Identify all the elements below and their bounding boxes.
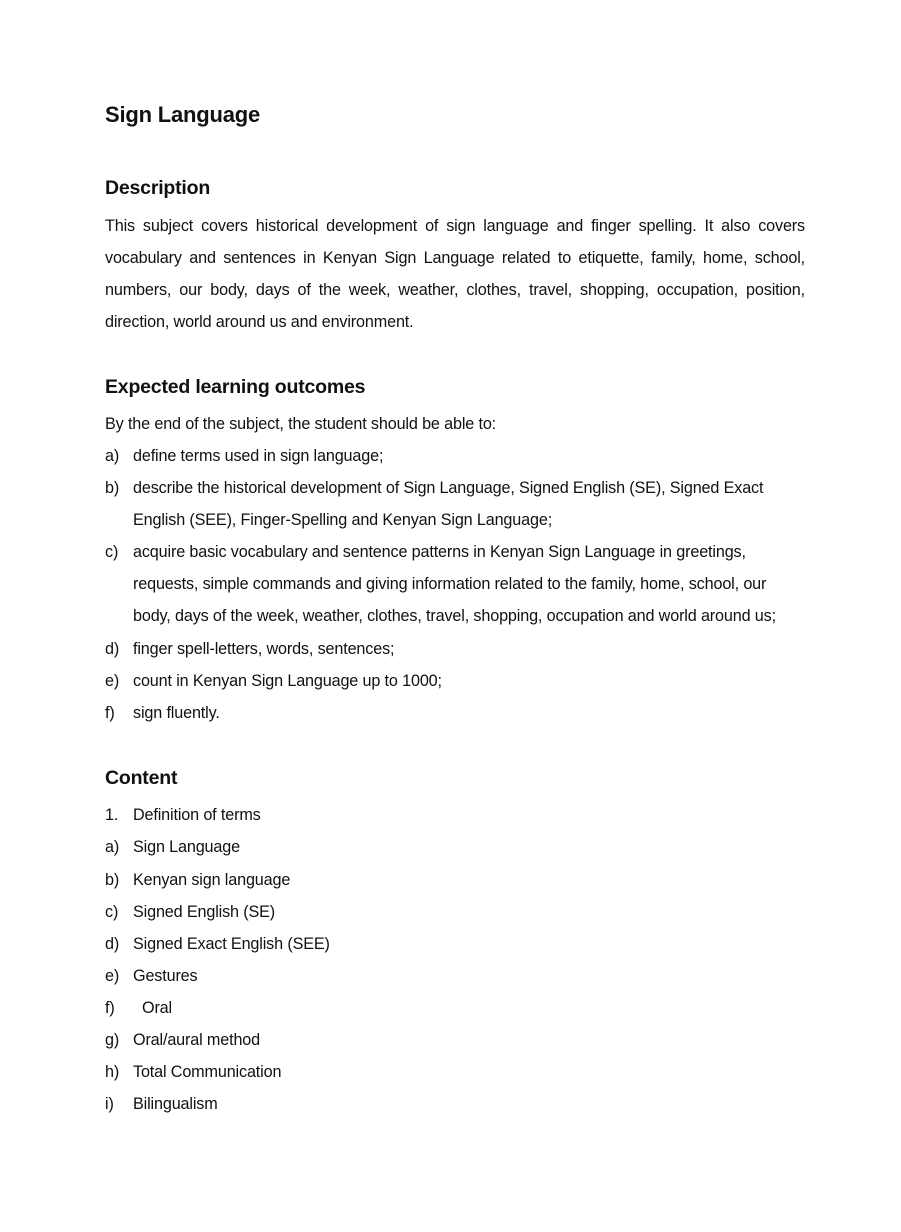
list-item-text: Signed Exact English (SEE) (133, 935, 330, 953)
content-item (105, 1061, 805, 1083)
outcome-item (105, 536, 805, 632)
list-item-text: Total Communication (133, 1063, 282, 1081)
list-marker: f) (105, 999, 115, 1017)
list-marker: h) (105, 1063, 120, 1081)
outcome-item (105, 445, 805, 467)
list-item-text: Signed English (SE) (133, 903, 276, 921)
list-marker: g) (105, 1031, 120, 1049)
outcome-item (105, 472, 805, 536)
content-item (105, 1093, 805, 1115)
list-item-text: Bilingualism (133, 1095, 218, 1113)
list-marker: c) (105, 543, 119, 561)
description-heading: Description (105, 177, 211, 199)
content-item (105, 1029, 805, 1051)
outcome-item (105, 638, 805, 660)
list-item-text: define terms used in sign language; (133, 447, 384, 465)
list-marker: i) (105, 1095, 114, 1113)
content-item (105, 965, 805, 987)
outcome-item (105, 670, 805, 692)
list-marker: a) (105, 447, 120, 465)
list-item-text: finger spell-letters, words, sentences; (133, 640, 395, 658)
list-item-text: Sign Language (133, 838, 240, 856)
list-marker: e) (105, 967, 120, 985)
outcome-item (105, 702, 805, 724)
list-item-text: Definition of terms (133, 806, 261, 824)
list-item-text: describe the historical development of Sign Language, Signed English (SE), Signed Exact English (SEE), Finger-Spelling and Kenyan Sign Language; (133, 479, 764, 529)
list-item-text: Gestures (133, 967, 198, 985)
content-heading: Content (105, 767, 178, 789)
outcomes-intro: By the end of the subject, the student should be able to: (105, 415, 497, 433)
list-marker: c) (105, 903, 119, 921)
list-item-text: acquire basic vocabulary and sentence patterns in Kenyan Sign Language in greetings, requests, simple commands and giving information related to the family, home, school, our body, days of the week, weather, clothes, travel, shopping, occupation and world around us; (133, 543, 776, 625)
list-marker: b) (105, 479, 120, 497)
content-item (105, 869, 805, 891)
document-title: Sign Language (105, 102, 261, 127)
list-marker: 1. (105, 806, 119, 824)
list-item-text: Kenyan sign language (133, 871, 291, 889)
content-topic (105, 804, 805, 826)
list-marker: d) (105, 640, 120, 658)
list-marker: b) (105, 871, 120, 889)
list-marker: e) (105, 672, 120, 690)
content-item (105, 836, 805, 858)
content-item (105, 997, 805, 1019)
list-item-text: Oral (142, 999, 172, 1017)
outcomes-heading: Expected learning outcomes (105, 376, 366, 398)
list-marker: d) (105, 935, 120, 953)
content-item (105, 933, 805, 955)
list-marker: a) (105, 838, 120, 856)
content-item (105, 901, 805, 923)
description-paragraph: This subject covers historical development of sign language and finger spelling. It also covers vocabulary and sentences in Kenyan Sign Language related to etiquette, family, home, school, numbers, our body, days of the week, weather, clothes, travel, shopping, occupation, position, direction, world around us and environment. (105, 217, 805, 331)
list-item-text: sign fluently. (133, 704, 220, 722)
list-marker: f) (105, 704, 115, 722)
list-item-text: count in Kenyan Sign Language up to 1000; (133, 672, 442, 690)
list-item-text: Oral/aural method (133, 1031, 261, 1049)
